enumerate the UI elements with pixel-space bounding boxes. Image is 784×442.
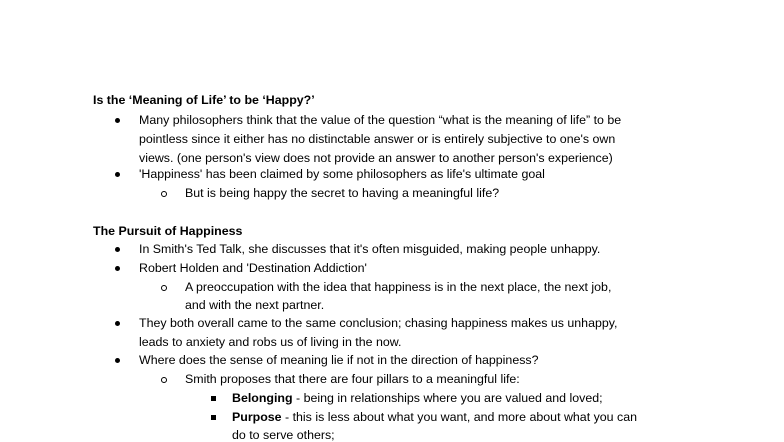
square-bullet-icon (210, 412, 220, 422)
list-item-text: views. (one person's view does not provide an answer to another person's experience) (139, 151, 613, 165)
sub-list-item-text: Smith proposes that there are four pillars to a meaningful life: (185, 372, 520, 386)
bullet-icon (114, 115, 124, 125)
sub-list-item-text: But is being happy the secret to having a meaningful life? (185, 186, 500, 200)
list-item-text: They both overall came to the same conclusion; chasing happiness makes us unhappy, (139, 316, 618, 330)
list-item-text: leads to anxiety and robs us of living in the now. (139, 335, 402, 349)
hollow-bullet-icon (160, 375, 170, 385)
pillar-desc: - being in relationships where you are valued and loved; (292, 391, 603, 405)
pillar-term: Belonging (232, 391, 293, 405)
bullet-icon (114, 355, 124, 365)
section-heading-meaning-of-life: Is the ‘Meaning of Life’ to be ‘Happy?’ (93, 93, 315, 107)
hollow-bullet-icon (160, 283, 170, 293)
list-item-text: Robert Holden and 'Destination Addiction' (139, 261, 367, 275)
list-item-text: In Smith's Ted Talk, she discusses that it's often misguided, making people unhappy. (139, 242, 601, 256)
section-heading-pursuit-of-happiness: The Pursuit of Happiness (93, 224, 243, 238)
bullet-icon (114, 169, 124, 179)
list-item-text: Where does the sense of meaning lie if not in the direction of happiness? (139, 353, 539, 367)
hollow-bullet-icon (160, 189, 170, 199)
pillar-item (232, 391, 603, 405)
square-bullet-icon (210, 393, 220, 403)
list-item-text: pointless since it either has no distinctable answer or is entirely subjective to one's own (139, 132, 616, 146)
list-item-text: 'Happiness' has been claimed by some philosophers as life's ultimate goal (139, 167, 545, 181)
sub-list-item-text: and with the next partner. (185, 298, 325, 312)
bullet-icon (114, 318, 124, 328)
pillar-desc: - this is less about what you want, and more about what you can (281, 410, 637, 424)
bullet-icon (114, 244, 124, 254)
pillar-term: Purpose (232, 410, 282, 424)
sub-list-item-text: A preoccupation with the idea that happiness is in the next place, the next job, (185, 280, 612, 294)
list-item-text: Many philosophers think that the value of the question “what is the meaning of life” to be (139, 113, 622, 127)
pillar-desc-continued: do to serve others; (232, 428, 335, 442)
bullet-icon (114, 263, 124, 273)
pillar-item (232, 410, 637, 424)
